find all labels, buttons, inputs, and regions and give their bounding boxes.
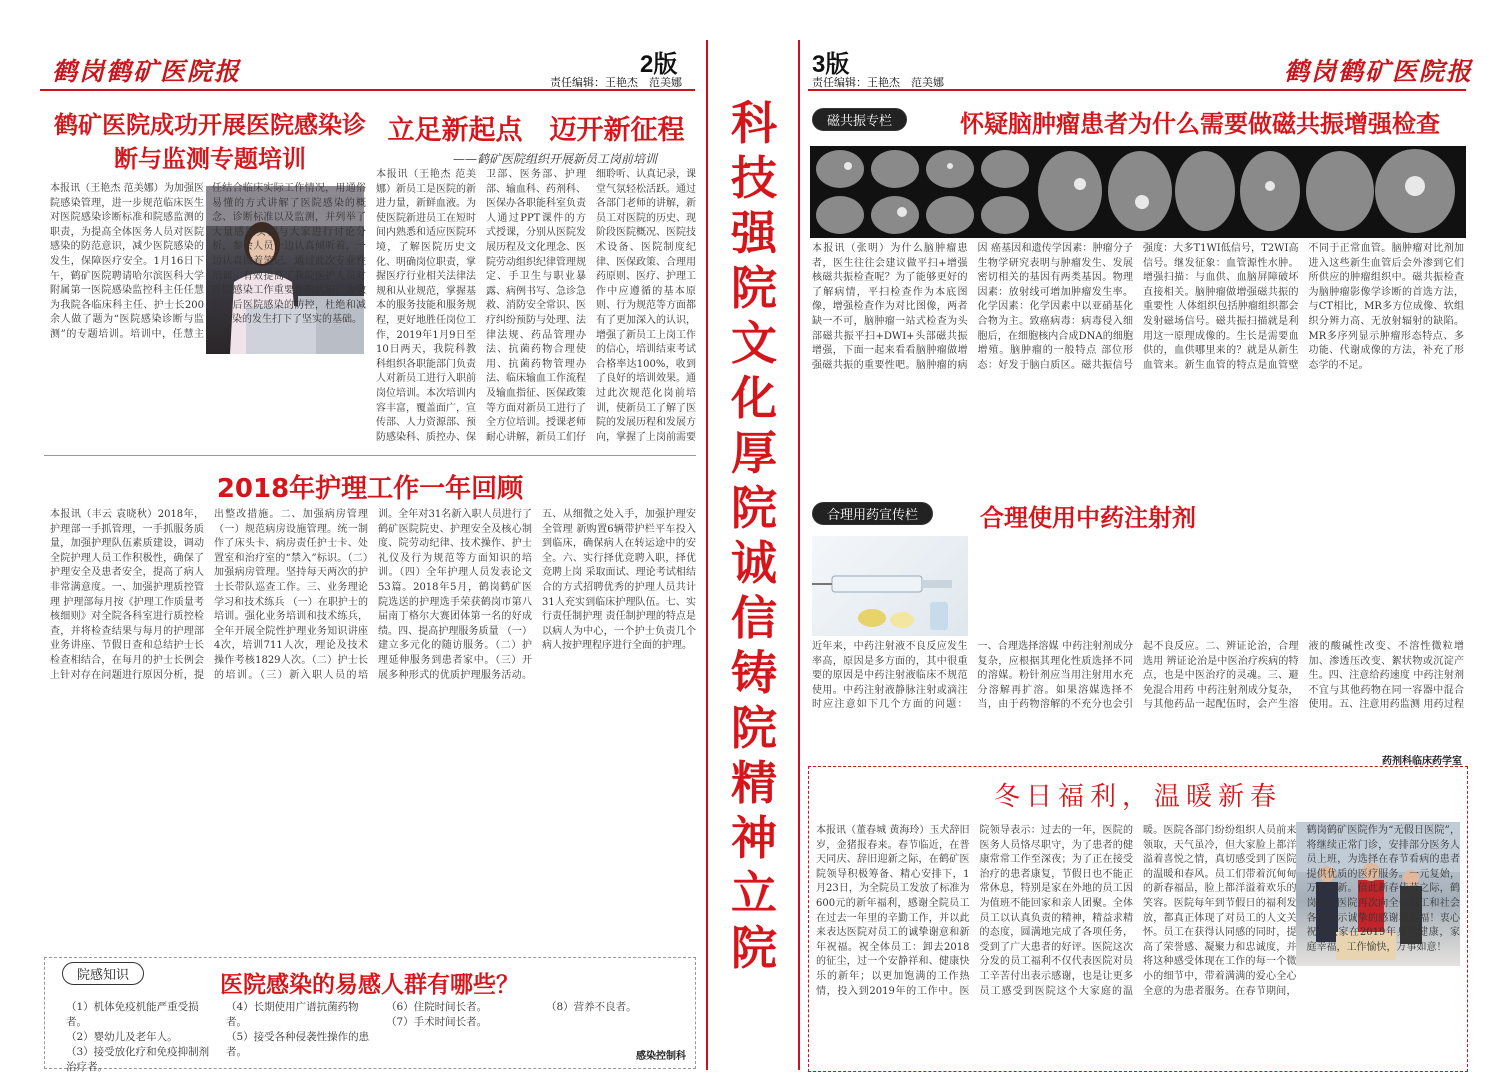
- left-edition-number: 2版: [640, 51, 678, 78]
- syringe-illustration: [812, 536, 968, 636]
- infection-source: 感染控制科: [636, 1051, 686, 1062]
- infection-item: （1）机体免疫机能严重受损者。: [66, 1001, 199, 1028]
- tcm-body: 近年来，中药注射液不良反应发生率高，原因是多方面的，其中很重要的原因是中药注射液临床不规范使用。中药注射液静脉注射或滴注时应注意如下几个方面的问题：一、合理选择溶媒 中药注射剂成分复杂，应根据其理化性质选择不同的溶媒。粉针剂应当用注射用水充分溶解再扩溶。如果溶媒选择不当，由于药物溶解的不充分也会引起不良反应。二、辨证论治，合理选用 辨证论治是中医治疗疾病的特点，也是中医治疗的灵魂。三、避免混合用药 中药注射剂成分复杂，与其他药品一起配伍时，会产生溶液的酸碱性改变、不溶性微粒增加、渗透压改变、絮状物或沉淀产生。四、注意给药速度 中药注射剂不宜与其他药物在同一容器中混合使用。五、注意用药监测 用药过程: [812, 641, 1464, 711]
- tcm-source: 药剂科临床药学室: [1382, 756, 1462, 767]
- winter-body: 本报讯（董春城 黄海玲）玉犬辞旧岁，金猪报春来。春节临近，在普天同庆、辞旧迎新之际，在鹤矿医院领导积极筹备、精心安排下，1月23日，为全院员工发放了标准为600元的新年福利，感谢全院员工在过去一年里的辛勤工作，并以此来表达医院对员工的诚挚谢意和新年祝福。祝全体员工：卸去2018的征尘，过一个安静祥和、健康快乐的新年；以更加饱满的工作热情，投入到2019年的工作中。医院领导表示：过去的一年，医院的医务人员恪尽职守，为了患者的健康常常工作至深夜；为了正在接受治疗的患者康复，节假日也不能正常休息，特别是家在外地的员工因为值班不能回家和亲人团聚。全体员工以认真负责的精神，精益求精的态度，圆满地完成了各项任务，受到了广大患者的好评。医院这次分发的员工福利不仅代表医院对员工辛苦付出表示感谢，也是让更多员工感受到医院这个大家庭的温暖。医院各部门纷纷组织人员前来领取，天气虽冷，但大家脸上都洋溢着喜悦之情，真切感受到了医院的温暖和春风。员工们带着沉甸甸的新春福品，脸上都洋溢着欢乐的笑容。医院每年到节假日的福利发放，都真正体现了对员工的人文关怀。员工在获得认同感的同时，提高了荣誉感、凝聚力和忠诚度，并将这种感受体现在工作的每一个微小的细节中，带着满满的爱心全心全意的为患者服务。在春节期间，鹤岗鹤矿医院作为“无假日医院”，将继续正常门诊，安排部分医务人员上班，为选择在春节看病的患者提供优质的医疗服务。一元复始，万象更新。值此新春佳节之际，鹤岗鹤矿医院再次向全体员工和社会各界表示诚挚的感谢和祝福！衷心祝愿大家在2019年身体健康，家庭幸福，工作愉快，万事如意！: [816, 825, 1460, 997]
- infection-item: （2）婴幼儿及老年人。: [66, 1031, 178, 1043]
- right-edition-number: 3版: [812, 51, 850, 78]
- left-masthead: 鹤岗鹤矿医院报: [52, 57, 242, 86]
- right-masthead: 鹤岗鹤矿医院报: [1284, 57, 1474, 86]
- divider-line: [44, 455, 696, 456]
- winter-title: 冬日福利，温暖新春: [993, 782, 1282, 812]
- tcm-tag: 合理用药宣传栏: [812, 502, 933, 525]
- article3-title: 2018年护理工作一年回顾: [216, 474, 524, 504]
- article1-title: 鹤矿医院成功开展医院感染诊断与监测专题培训: [54, 111, 366, 173]
- article3-body: 本报讯（丰云 袁晓秋）2018年，护理部一手抓管理，一手抓服务质量，加强护理队伍素质建设，调动全院护理人员工作积极性，确保了护理安全及患者安全，提高了病人非常满意度。一、加强护理质控管理 护理部每月按《护理工作质量考核细则》对全院各科室进行质控检查，并将检查结果与每月的护理部业务讲座、节假日查和总结护士长检查相结合，在每月的护士长例会上针对存在问题进行原因分析，提出整改措施。二、加强病房管理 （一）规范病房设施管理。统一制作了床头卡、病房责任护士卡、处置室和治疗室的“禁入”标识。（二）加强病房管理。坚持每天两次的护士长带队巡查工作。三、业务理论学习和技术练兵 （一）在职护士的培训。强化业务培训和技术练兵，全年开展全院性护理业务知识讲座4次，培训711人次，理论及技术操作考核1829人次。（二）护士长的培训。（三）新入职人员的培训。全年对31名新入职人员进行了鹤矿医院院史、护理安全及核心制度、院劳动纪律、技术操作、护士礼仪及行为规范等方面知识的培训。（四）全年护理人员发表论文53篇。2018年5月，鹤岗鹤矿医院选送的护理选手荣获鹤岗市第八届南丁格尔大赛团体第一名的好成绩。四、提高护理服务质量 （一）建立多元化的随访服务。（二）护理延伸服务到患者家中。（三）开展多种形式的优质护理服务活动。五、从细微之处入手，加强护理安全管理 新购置6辆带护栏平车投入到临床，确保病人在转运途中的安全。六、实行择优竞聘入职，择优竞聘上岗 采取面试、理论考试相结合的方式招聘优秀的护理人员共计31人充实到临床护理队伍。七、实行责任制护理 责任制护理的特点是以病人为中心，一个护士负责几个病人按护理程序进行全面的护理。: [50, 509, 696, 681]
- article2-subtitle: ——鹤矿医院组织开展新员工岗前培训: [452, 152, 657, 166]
- infection-title: 医院感染的易感人群有哪些？: [220, 972, 519, 998]
- mri-tag: 磁共振专栏: [812, 108, 907, 131]
- article1-body: 本报讯（王艳杰 范美娜）为加强医院感染管理，进一步规范临床医生对医院感染诊断标准和院感监测的职责，为提高全体医务人员对医院感染的防范意识，减少医院感染的发生，保障医疗安全。1月16日下午，鹤矿医院聘请哈尔滨医科大学附属第一医院感染监控科主任任慧为我院各临床科主任、护士长200余人做了题为“医院感染诊断与监测”的专题培训。培训中，任慧主任结合临床实际工作情况，用通俗易懂的方式讲解了医院感染的概念、诊断标准以及监测，并列举了大量感染实例与大家进行讨论分析，参会人员一边认真倾听着，一边认真做着笔记。通过此次专业性培训，有效提高了我院医护人员对医院感染工作重要性的认识，为做好今后医院感染的防控，杜绝和减少感染的发生打下了坚实的基础。: [50, 183, 366, 340]
- infection-item: （4）长期使用广谱抗菌药物者。: [226, 1001, 359, 1028]
- left-header-rule: [40, 89, 695, 91]
- infection-item: （8）营养不良者。: [546, 1001, 637, 1013]
- mri-title: 怀疑脑肿瘤患者为什么需要做磁共振增强检查: [960, 110, 1440, 138]
- right-editors: 责任编辑：王艳杰 范美娜: [812, 77, 944, 89]
- infection-item: （7）手术时间长者。: [386, 1016, 488, 1028]
- tcm-title: 合理使用中药注射剂: [980, 504, 1196, 532]
- mri-image-strip: [810, 146, 1466, 238]
- center-slogan: 科技强院 文化厚院 诚信铸院 精神立院: [731, 96, 777, 975]
- mri-scans: [810, 146, 1466, 238]
- mri-body: 本报讯（张明）为什么脑肿瘤患者，医生往往会建议做平扫+增强核磁共振检查呢？为了能够更好的了解病情，平扫检查作为本底图像，增强检查作为对比图像，两者缺一不可，脑肿瘤一站式检查为头部磁共振平扫+DWI+头部磁共振增强，下面一起来看看脑肿瘤做增强磁共振的重要性吧。脑肿瘤的病因 癌基因和遗传学因素：肿瘤分子生物学研究表明与肿瘤发生、发展密切相关的基因有两类基因。物理因素：放射线可增加肿瘤发生率。化学因素：化学因素中以亚硝基化合物为主。致癌病毒：病毒侵入细胞后，在细胞核内合成DNA的细胞增殖。脑肿瘤的一般特点 部位形态：好发于脑白质区。磁共振信号强度：大多T1WI低信号，T2WI高信号。继发征象：血管源性水肿。增强扫描：与血供、血脑屏障破坏直接相关。脑肿瘤做增强磁共振的重要性 人体组织包括肿瘤组织都会发射磁场信号。磁共振扫描就是利用这一原理成像的。生长是需要血供的，血供哪里来的？就是从新生血管来。新生血管的特点是血管壁不同于正常血管。脑肿瘤对比剂加进入这些新生血管后会外渗到它们所供应的肿瘤组织中。磁共振检查为脑肿瘤影像学诊断的首选方法，与CT相比，MR多方位成像、软组织分辨力高、无放射辐射的缺陷。MR多序列显示肿瘤形态特点、多功能、代谢成像的方法，补充了形态学的不足。: [812, 243, 1464, 371]
- infection-item: （6）住院时间长者。: [386, 1001, 488, 1013]
- article2-body: 本报讯（王艳杰 范美娜）新员工是医院的新进力量，新鲜血液。为使医院新进员工在短时间内熟悉和适应医院环境，了解医院历史文化、明确岗位职责，掌握医疗行业相关法律法规和从业规范，掌握基本的服务技能和服务规程，更好地胜任岗位工作，2019年1月9日至10日两天，我院科教科组织各职能部门负责人对新员工进行入职前岗位培训。本次培训内容丰富，覆盖面广，宣传部、人力资源部、预防感染科、质控办、保卫部、医务部、护理部、输血科、药剂科、医保办各职能科室负责人通过PPT课件的方式授课，分别从医院发展历程及文化理念、医院劳动组织纪律管理规定、手卫生与职业暴露、病例书写、急诊急救、消防安全常识、医疗纠纷预防与处理、法律法规、药品管理办法、抗菌药物合理使用、抗菌药物管理办法、临床输血工作流程及输血指征、医保政策等方面对新员工进行了全方位培训。授课老师耐心讲解，新员工们仔细聆听、认真记录，课堂气氛轻松活跃。通过各部门老师的讲解，新员工对医院的历史、现阶段医院概况、医院技术设备、医院制度纪律、医保政策、合理用药原则、医疗、护理工作中应遵循的基本原则、行为规范等方面都有了更加深入的认识，增强了新员工上岗工作的信心，培训结束考试合格率达100%，收到了良好的培训效果。通过此次规范化岗前培训，使新员工了解了医院的发展历程和发展方向，掌握了上岗前需要: [376, 169, 696, 443]
- left-editors: 责任编辑：王艳杰 范美娜: [550, 77, 682, 89]
- infection-item: （3）接受放化疗和免疫抑制剂治疗者。: [66, 1046, 210, 1073]
- right-header-rule: [808, 89, 1466, 91]
- infection-item: （5）接受各种侵袭性操作的患者。: [226, 1031, 370, 1058]
- article2-title: 立足新起点 迈开新征程: [387, 115, 685, 146]
- syringe-photo: [812, 536, 968, 636]
- infection-tag: 院感知识: [62, 962, 144, 985]
